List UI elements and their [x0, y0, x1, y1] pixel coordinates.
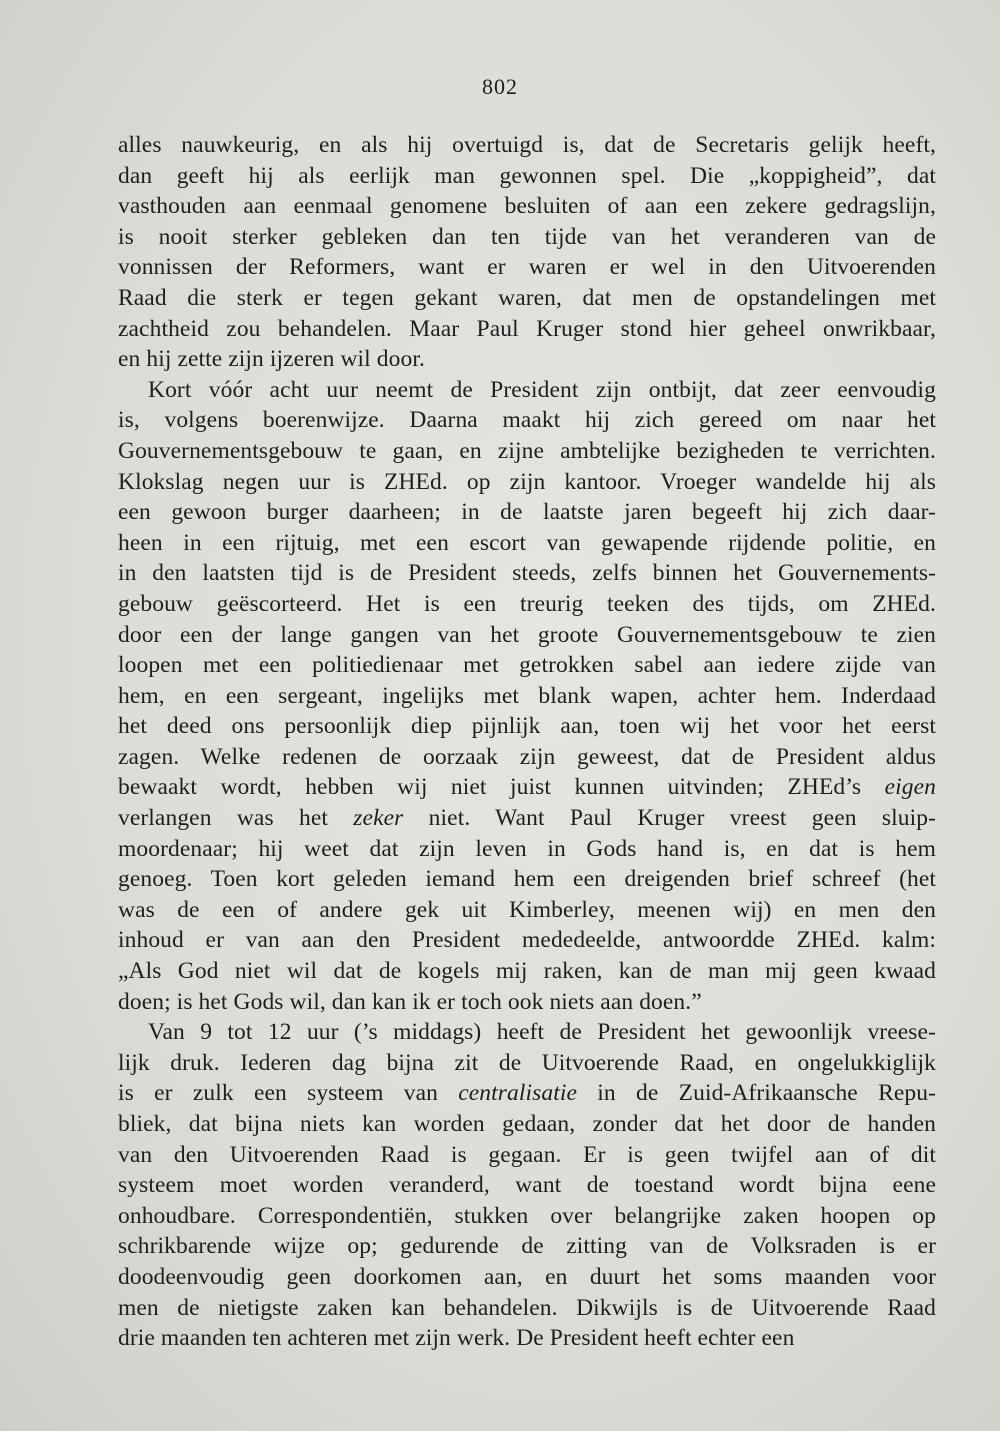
text-line: systeem moet worden veranderd, want de toestand wordt bijna eene [118, 1172, 936, 1199]
text-line: vasthouden aan eenmaal genomene besluiten of aan een zekere gedragslijn, [118, 193, 936, 220]
text-line: onhoudbare. Correspondentiën, stukken over belangrijke zaken hoopen op [118, 1202, 936, 1229]
text-line: vonnissen der Reformers, want er waren er wel in den Uitvoerenden [118, 254, 936, 281]
text-line: en hij zette zijn ijzeren wil door. [118, 346, 425, 373]
text-line: Gouvernementsgebouw te gaan, en zijne ambtelijke bezigheden te verrichten. [118, 437, 936, 464]
italic-word: centralisatie [458, 1080, 578, 1107]
text-line: Raad die sterk er tegen gekant waren, dat men de opstandelingen met [118, 284, 936, 311]
text-line: lijk druk. Iederen dag bijna zit de Uitvoerende Raad, en ongelukkiglijk [118, 1049, 936, 1076]
text-segment: in de Zuid-Afrikaansche Repu- [577, 1080, 936, 1107]
text-line: bliek, dat bijna niets kan worden gedaan, zonder dat het door de handen [118, 1111, 936, 1137]
text-line: genoeg. Toen kort geleden iemand hem een dreigenden brief schreef (het [118, 866, 936, 893]
text-line: moordenaar; hij weet dat zijn leven in Gods hand is, en dat is hem [118, 835, 936, 862]
italic-word: zeker [353, 805, 404, 832]
text-line [118, 1078, 936, 1109]
text-line: doodeenvoudig geen doorkomen aan, en duurt het soms maanden voor [118, 1263, 936, 1290]
text-line: „Als God niet wil dat de kogels mij raken, kan de man mij geen kwaad [118, 958, 936, 985]
text-line: dan geeft hij als eerlijk man gewonnen spel. Die „koppigheid”, dat [118, 162, 936, 189]
text-line: was de een of andere gek uit Kimberley, meenen wij) en men den [118, 896, 936, 923]
text-line: door een der lange gangen van het groote Gouvernementsgebouw te zien [118, 621, 936, 648]
text-line: is, volgens boerenwijze. Daarna maakt hij zich gereed om naar het [118, 407, 936, 434]
text-line: heen in een rijtuig, met een escort van gewapende rijdende politie, en [118, 529, 936, 556]
text-line: zachtheid zou behandelen. Maar Paul Kruger stond hier geheel onwrikbaar, [118, 315, 936, 342]
text-segment: niet. Want Paul Kruger vreest geen sluip- [403, 805, 936, 832]
text-line: alles nauwkeurig, en als hij overtuigd is, dat de Secretaris gelijk heeft, [118, 132, 936, 158]
text-line: inhoud er van aan den President mededeelde, antwoordde ZHEd. kalm: [118, 927, 936, 954]
text-line [118, 803, 936, 834]
text-line: Klokslag negen uur is ZHEd. op zijn kantoor. Vroeger wandelde hij als [118, 468, 936, 495]
text-line: Van 9 tot 12 uur (’s middags) heeft de President het gewoonlijk vreese- [148, 1019, 936, 1046]
text-segment: is er zulk een systeem van [118, 1080, 459, 1107]
text-line: van den Uitvoerenden Raad is gegaan. Er is geen twijfel aan of dit [118, 1141, 936, 1168]
page-number: 802 [482, 74, 518, 99]
text-line: zagen. Welke redenen de oorzaak zijn geweest, dat de President aldus [118, 743, 936, 770]
text-line [118, 772, 936, 803]
text-line: het deed ons persoonlijk diep pijnlijk aan, toen wij het voor het eerst [118, 713, 936, 740]
text-line: gebouw geëscorteerd. Het is een treurig teeken des tijds, om ZHEd. [118, 590, 936, 617]
text-line: in den laatsten tijd is de President steeds, zelfs binnen het Gouvernements- [118, 560, 936, 587]
text-line: men de nietigste zaken kan behandelen. Dikwijls is de Uitvoerende Raad [118, 1294, 936, 1321]
body-text [118, 130, 936, 1354]
text-line: doen; is het Gods wil, dan kan ik er toch ook niets aan doen.” [118, 988, 702, 1015]
text-line: hem, en een sergeant, ingelijks met blank wapen, achter hem. Inderdaad [118, 682, 936, 709]
text-line: is nooit sterker gebleken dan ten tijde van het veranderen van de [118, 223, 936, 250]
text-line: drie maanden ten achteren met zijn werk. De President heeft echter een [118, 1325, 795, 1352]
text-line: Kort vóór acht uur neemt de President zijn ontbijt, dat zeer eenvoudig [148, 376, 936, 403]
text-line: een gewoon burger daarheen; in de laatste jaren begeeft hij zich daar- [118, 499, 936, 526]
text-segment: verlangen was het [118, 805, 354, 832]
text-segment: bewaakt wordt, hebben wij niet juist kunnen uitvinden; ZHEd’s [118, 774, 885, 801]
italic-word: eigen [884, 774, 936, 801]
text-line: loopen met een politiedienaar met getrokken sabel aan iedere zijde van [118, 652, 936, 679]
text-line: schrikbarende wijze op; gedurende de zitting van de Volksraden is er [118, 1233, 936, 1260]
